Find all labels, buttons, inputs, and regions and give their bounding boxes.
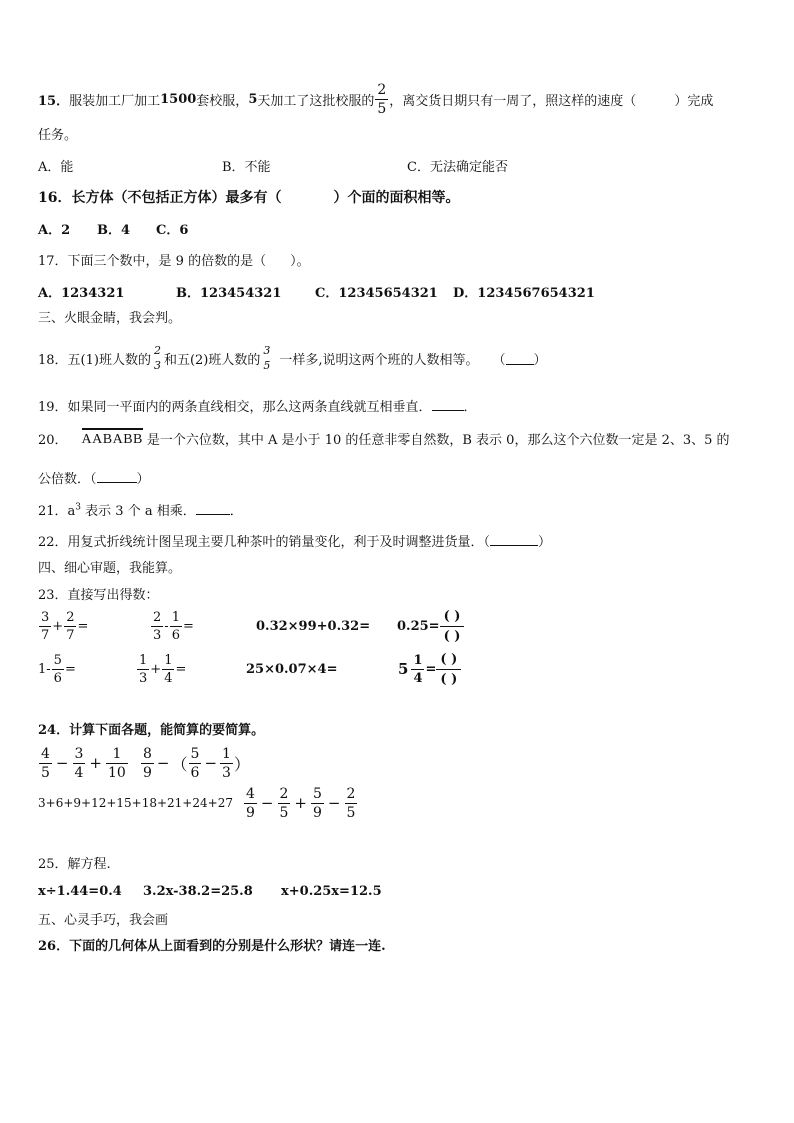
q20-text: 是一个六位数，其中 A 是小于 10 的任意非零自然数，B 表示 0，那么这个六位数一定是 2、3、5 的 [146, 432, 730, 448]
q15-amount: 1500 [160, 91, 197, 107]
frac-den: 6 [171, 627, 180, 643]
q22-answer-blank[interactable] [490, 533, 538, 546]
q15-line2: 任务。 [38, 128, 78, 143]
q18-answer-blank[interactable] [506, 352, 534, 365]
q18-f1-den: 3 [153, 359, 161, 372]
q24-p4-frac-b [278, 787, 291, 820]
q24-p2-frac-c [220, 747, 233, 780]
q18-number: 18． [38, 352, 68, 368]
q17-question [38, 250, 310, 269]
q23-expr-4 [397, 607, 464, 645]
operator: − [156, 754, 170, 772]
operator: − [204, 754, 218, 772]
operator: - [164, 618, 169, 634]
q24-p4-frac-d [345, 787, 358, 820]
blank-den: ( ) [436, 669, 461, 686]
q21-text-b: 表示 3 个 a 相乘． [81, 504, 196, 519]
q17-option-c: C．12345654321 [315, 286, 438, 301]
q18-f2-num: 3 [263, 344, 271, 357]
frac-den: 9 [313, 804, 322, 821]
q23-e2-frac-a [151, 611, 163, 642]
q18-paren-open: （ [492, 352, 506, 368]
q20-line2-a: 公倍数．（ [38, 472, 97, 487]
q16-option-c: C．6 [156, 223, 189, 238]
q24-p4-frac-a [244, 787, 257, 820]
q22-end: ） [538, 535, 552, 550]
frac-den: 6 [53, 670, 62, 686]
q15-option-b: B．不能 [222, 160, 271, 175]
q23-e8-frac [411, 654, 424, 685]
frac-den: 10 [108, 764, 126, 781]
equals: = [77, 618, 89, 634]
frac-num: 2 [279, 785, 289, 802]
frac-num: 1 [112, 745, 122, 762]
frac-num: 1 [139, 652, 148, 668]
q23-expr-6 [136, 650, 186, 688]
q15-option-c: C．无法确定能否 [407, 160, 508, 175]
blank-num: ( ) [440, 651, 458, 667]
q15-option-a: A．能 [38, 160, 74, 175]
q15-text-a: 服装加工厂加工 [69, 93, 161, 109]
q24-p4-frac-c [311, 787, 324, 820]
q17-option-d: D．1234567654321 [453, 286, 595, 301]
q20-line2 [38, 468, 150, 487]
q16-option-b: B．4 [97, 223, 131, 238]
operator: − [260, 794, 274, 812]
frac-num: 4 [246, 785, 255, 802]
equals: = [425, 661, 437, 677]
q24-title: 24．计算下面各题，能简算的要简算。 [38, 723, 265, 738]
expr-lead: 1- [38, 661, 51, 677]
frac-num: 2 [346, 785, 356, 802]
q24-problem-3: 3+6+9+12+15+18+21+24+27 [38, 796, 233, 810]
q24-p2-frac-a [141, 747, 154, 780]
frac-den: 5 [279, 804, 289, 821]
q23-e1-frac-b [64, 611, 76, 642]
q15-text-b: 套校服， [196, 93, 249, 109]
frac-den: 6 [190, 764, 200, 781]
q18-paren-close: ） [533, 352, 547, 368]
frac-num: 2 [153, 609, 162, 625]
q20-line2-b: ） [136, 472, 150, 487]
frac-num: 4 [41, 745, 50, 762]
frac-num: 1 [413, 652, 423, 668]
q23-e1-frac-a [39, 611, 51, 642]
q15-fraction [375, 83, 388, 116]
q25-equation-1: x÷1.44=0.4 [38, 884, 122, 899]
q23-e8-blank-fraction[interactable] [436, 653, 461, 686]
q20-overline-number: AABABB [82, 428, 143, 448]
q23-expr-5 [38, 650, 76, 688]
frac-den: 3 [139, 670, 148, 686]
left-paren: （ [171, 754, 188, 774]
frac-num: 3 [74, 745, 84, 762]
q18-fraction-1 [152, 345, 163, 371]
operator: + [294, 794, 307, 812]
mixed-whole: 5 [398, 660, 409, 678]
frac-den: 7 [66, 627, 75, 643]
section-4-heading: 四、细心审题，我能算。 [38, 561, 182, 576]
frac-num: 2 [66, 609, 75, 625]
q25-equation-3: x+0.25x=12.5 [281, 884, 382, 899]
q23-e2-frac-b [170, 611, 182, 642]
q19-text: 19．如果同一平面内的两条直线相交，那么这两条直线就互相垂直． [38, 400, 432, 415]
q20-answer-blank[interactable] [97, 470, 137, 483]
frac-den: 5 [346, 804, 356, 821]
q23-title: 23．直接写出得数： [38, 588, 159, 603]
q23-e6-frac-a [137, 654, 149, 685]
blank-den: ( ) [440, 626, 465, 643]
q23-expr-2 [150, 607, 194, 645]
q25-equation-2: 3.2x-38.2=25.8 [143, 884, 253, 899]
q15-line1 [38, 81, 714, 117]
q23-e5-frac [52, 654, 64, 685]
q15-text-c: 天加工了这批校服的 [257, 93, 375, 109]
q15-text-e: ）完成 [674, 93, 714, 109]
q18-text-b: 和五(2)班人数的 [163, 352, 261, 368]
q16-text: 16．长方体（不包括正方体）最多有（ [38, 190, 282, 206]
frac-num: 3 [41, 609, 50, 625]
q23-expr-7: 25×0.07×4= [246, 662, 338, 677]
equals: = [64, 661, 76, 677]
frac-den: 7 [41, 627, 50, 643]
q24-problem-2 [140, 743, 250, 783]
q22-text: 22．用复式折线统计图呈现主要几种茶叶的销量变化，利于及时调整进货量．（ [38, 535, 491, 550]
q18-question [38, 338, 547, 378]
q24-p2-frac-b [189, 747, 202, 780]
equals: = [182, 618, 194, 634]
expr-lead: 0.25= [397, 618, 440, 634]
operator: + [89, 754, 102, 772]
frac-den: 3 [153, 627, 162, 643]
q23-expr-1 [38, 607, 88, 645]
q15-frac-num: 2 [377, 81, 387, 98]
frac-num: 8 [143, 745, 152, 762]
q18-text-a: 五(1)班人数的 [67, 352, 151, 368]
q15-number: 15． [38, 93, 70, 109]
frac-den: 4 [74, 764, 84, 781]
q16-option-a: A．2 [38, 223, 71, 238]
frac-den: 5 [41, 764, 50, 781]
q26-question: 26．下面的几何体从上面看到的分别是什么形状？请连一连. [38, 939, 386, 954]
right-paren: ） [233, 754, 250, 774]
q19-question [38, 396, 477, 415]
section-3-heading: 三、火眼金睛，我会判。 [38, 311, 182, 326]
frac-den: 9 [246, 804, 255, 821]
frac-num: 5 [190, 745, 200, 762]
frac-den: 3 [222, 764, 231, 781]
q21-superscript: 3 [75, 502, 82, 513]
q23-expr-3: 0.32×99+0.32= [256, 619, 371, 634]
q21-end: ． [229, 504, 243, 519]
q15-days: 5 [248, 91, 258, 107]
frac-num: 5 [53, 652, 62, 668]
operator: − [55, 754, 69, 772]
frac-num: 1 [222, 745, 231, 762]
q21-question [38, 500, 243, 519]
q18-f1-num: 2 [153, 344, 161, 357]
section-5-heading: 五、心灵手巧，我会画 [38, 913, 169, 928]
q22-question [38, 531, 551, 550]
q23-expr-8 [398, 650, 461, 688]
q20-number: 20． [38, 432, 68, 448]
q21-answer-blank[interactable] [196, 502, 230, 515]
q19-answer-blank[interactable] [432, 398, 464, 411]
q24-p1-frac-b [73, 747, 86, 780]
q15-text-d: ，离交货日期只有一周了，照这样的速度（ [389, 93, 637, 109]
frac-num: 5 [313, 785, 322, 802]
frac-den: 4 [413, 670, 423, 686]
q24-problem-4 [243, 783, 358, 823]
q17-text: 17．下面三个数中，是 9 的倍数的是（ [38, 254, 267, 269]
operator: + [52, 618, 64, 634]
q17-option-b: B．123454321 [176, 286, 282, 301]
q18-fraction-2 [261, 345, 272, 371]
q17-text-end: ）。 [290, 254, 310, 269]
q24-p1-frac-c [106, 747, 128, 780]
q18-text-c: 一样多,说明这两个班的人数相等。 [279, 352, 479, 368]
frac-num: 1 [171, 609, 180, 625]
equals: = [175, 661, 187, 677]
q24-p1-frac-a [39, 747, 52, 780]
q24-problem-1 [38, 743, 129, 783]
q19-end: ． [463, 400, 477, 415]
q17-option-a: A．1234321 [38, 286, 125, 301]
frac-num: 1 [164, 652, 173, 668]
q16-text-end: ）个面的面积相等。 [333, 190, 460, 206]
q20-line1 [38, 428, 730, 448]
q21-text-a: 21．a [38, 504, 76, 519]
q15-frac-den: 5 [377, 100, 387, 117]
q16-question [38, 187, 459, 207]
q23-e6-frac-b [162, 654, 174, 685]
q25-title: 25．解方程. [38, 857, 111, 872]
operator: − [327, 794, 341, 812]
q18-f2-den: 5 [263, 359, 271, 372]
q23-e4-blank-fraction[interactable] [440, 610, 465, 643]
operator: + [150, 661, 162, 677]
frac-den: 4 [164, 670, 173, 686]
blank-num: ( ) [443, 608, 461, 624]
frac-den: 9 [143, 764, 152, 781]
